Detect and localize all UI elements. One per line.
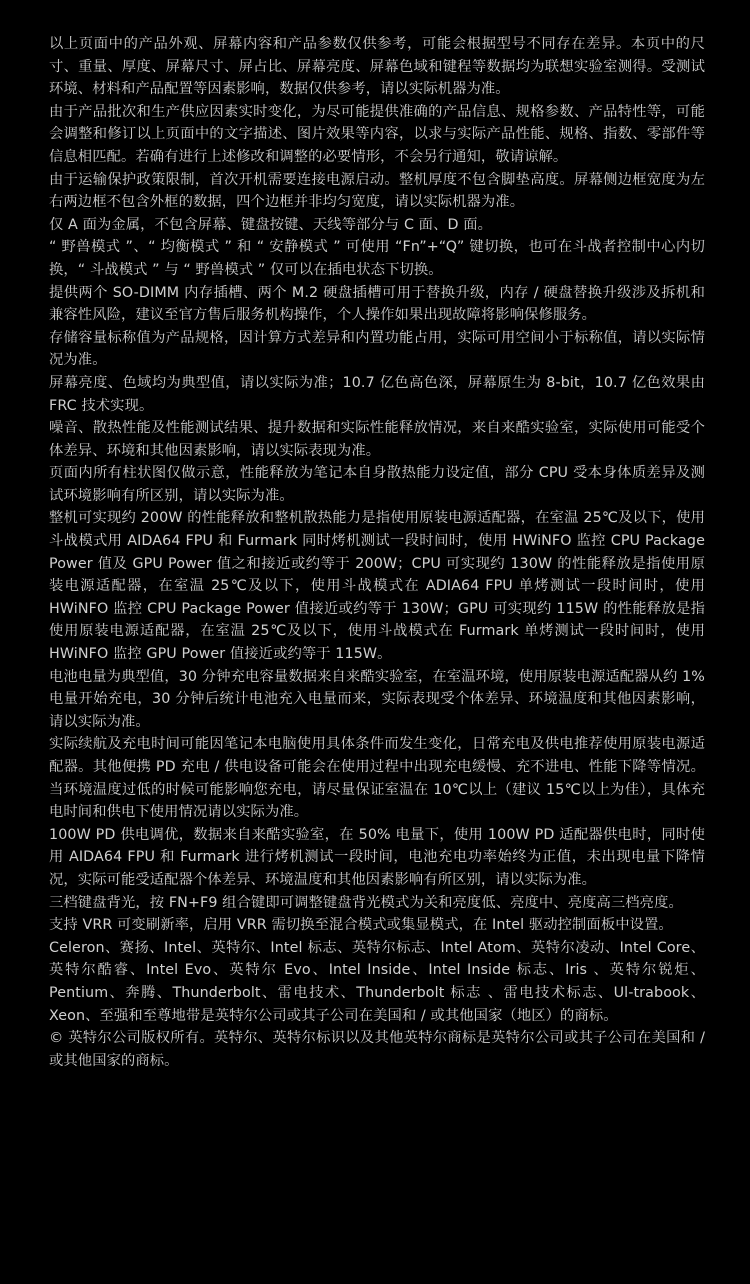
disclaimer-paragraph-intel-trademarks: Celeron、赛扬、Intel、英特尔、Intel 标志、英特尔标志、Intel Atom、英特尔凌动、Intel Core、英特尔酷睿、Intel Evo、英特尔 Evo、Intel Inside、Intel Inside 标志、Iris 、英特尔锐炬、Pentium、奔腾、Thunderbolt、雷电技术、Thunderbolt 标志 、雷电技术标志、Ul-trabook、Xeon、至强和至尊地带是英特尔公司或其子公司在美国和 / 或其他国家（地区）的商标。 (49, 939, 705, 1024)
disclaimer-paragraph-metal-a-cover: 仅 A 面为金属，不包含屏幕、键盘按键、天线等部分与 C 面、D 面。 (49, 216, 493, 233)
disclaimer-paragraph-content-revision: 由于产品批次和生产供应因素实时变化，为尽可能提供准确的产品信息、规格参数、产品特性等，可能会调整和修订以上页面中的文字描述、图片效果等内容，以求与实际产品性能、规格、指数、零部件等信息相匹配。若确有进行上述修改和调整的必要情形，不会另行通知，敬请谅解。 (49, 103, 705, 165)
disclaimer-paragraph-shipping-bezel: 由于运输保护政策限制，首次开机需要连接电源启动。整机厚度不包含脚垫高度。屏幕侧边框宽度为左右两边框不包含外框的数据，四个边框并非均匀宽度，请以实际机器为准。 (49, 171, 705, 211)
disclaimer-paragraph-battery-charging: 电池电量为典型值，30 分钟充电容量数据来自来酷实验室，在室温环境，使用原装电源适配器从约 1% 电量开始充电，30 分钟后统计电池充入电量而来，实际表现受个体差异、环境温度和其他因素影响，请以实际为准。 (49, 668, 705, 730)
disclaimer-paragraph-storage-capacity: 存储容量标称值为产品规格，因计算方式差异和内置功能占用，实际可用空间小于标称值，请以实际情况为准。 (49, 329, 705, 369)
disclaimer-paragraph-noise-thermal: 噪音、散热性能及性能测试结果、提升数据和实际性能释放情况，来自来酷实验室，实际使用可能受个体差异、环境和其他因素影响，请以实际表现为准。 (49, 420, 705, 459)
disclaimer-paragraph-power-release: 整机可实现约 200W 的性能释放和整机散热能力是指使用原装电源适配器，在室温 25℃及以下，使用斗战模式用 AIDA64 FPU 和 Furmark 同时烤机测试一段时间时，使用 HWiNFO 监控 CPU Package Power 值及 GPU Power 值之和接近或约等于 200W；CPU 可实现约 130W 的性能释放是指使用原装电源适配器，在室温 25℃及以下，使用斗战模式在 ADIA64 FPU 单烤测试一段时间时，使用 HWiNFO 监控 CPU Package Power 值接近或约等于 130W；GPU 可实现约 115W 的性能释放是指使用原装电源适配器，在室温 25℃及以下，使用斗战模式在 Furmark 单烤测试一段时间时，使用 HWiNFO 监控 GPU Power 值接近或约等于 115W。 (49, 510, 705, 663)
disclaimer-paragraph-memory-upgrade: 提供两个 SO-DIMM 内存插槽、两个 M.2 硬盘插槽可用于替换升级，内存 / 硬盘替换升级涉及拆机和兼容性风险，建议至官方售后服务机构操作，个人操作如果出现故障将影响保修服务。 (49, 284, 705, 324)
disclaimer-paragraph-pd-power: 100W PD 供电调优，数据来自来酷实验室，在 50% 电量下，使用 100W PD 适配器供电时，同时使用 AIDA64 FPU 和 Furmark 进行烤机测试一段时间，电池充电功率始终为正值，未出现电量下降情况，实际可能受适配器个体差异、环境温度和其他因素影响有所区别，请以实际为准。 (49, 826, 705, 888)
disclaimer-text-block (49, 33, 705, 1072)
disclaimer-paragraph-keyboard-backlight: 三档键盘背光，按 FN+F9 组合键即可调整键盘背光模式为关和亮度低、亮度中、亮度高三档亮度。 (49, 894, 683, 911)
disclaimer-paragraph-vrr: 支持 VRR 可变刷新率，启用 VRR 需切换至混合模式或集显模式，在 Intel 驱动控制面板中设置。 (49, 917, 673, 934)
disclaimer-paragraph-bar-charts: 页面内所有柱状图仅做示意，性能释放为笔记本自身散热能力设定值，部分 CPU 受本身体质差异及测试环境影响有所区别，请以实际为准。 (49, 465, 705, 504)
disclaimer-paragraph-display-color: 屏幕亮度、色域均为典型值，请以实际为准；10.7 亿色高色深，屏幕原生为 8-bit，10.7 亿色效果由 FRC 技术实现。 (49, 374, 705, 414)
disclaimer-paragraph-battery-life: 实际续航及充电时间可能因笔记本电脑使用具体条件而发生变化，日常充电及供电推荐使用原装电源适配器。其他便携 PD 充电 / 供电设备可能会在使用过程中出现充电缓慢、充不进电、性能下降等情况。当环境温度过低的时候可能影响您充电，请尽量保证室温在 10℃以上（建议 15℃以上为佳），具体充电时间和供电下使用情况请以实际为准。 (49, 736, 705, 821)
disclaimer-paragraph-appearance: 以上页面中的产品外观、屏幕内容和产品参数仅供参考，可能会根据型号不同存在差异。本页中的尺寸、重量、厚度、屏幕尺寸、屏占比、屏幕亮度、屏幕色域和键程等数据均为联想实验室测得。受测试环境、材料和产品配置等因素影响，数据仅供参考，请以实际机器为准。 (49, 36, 705, 98)
disclaimer-paragraph-intel-copyright: © 英特尔公司版权所有。英特尔、英特尔标识以及其他英特尔商标是英特尔公司或其子公司在美国和 / 或其他国家的商标。 (49, 1030, 705, 1069)
disclaimer-paragraph-performance-modes: “ 野兽模式 ”、“ 均衡模式 ” 和 “ 安静模式 ” 可使用 “Fn”+“Q” 键切换，也可在斗战者控制中心内切换，“ 斗战模式 ” 与 “ 野兽模式 ” 仅可以在插电状态下切换。 (49, 239, 705, 278)
